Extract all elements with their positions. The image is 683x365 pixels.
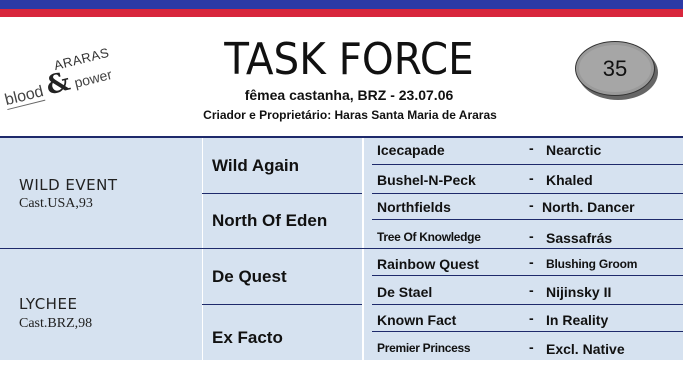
- relation-dash: -: [529, 228, 534, 244]
- paternal-granddam: North Of Eden: [212, 211, 328, 230]
- table-middle-rule: [0, 248, 683, 249]
- horse-title: TASK FORCE: [224, 34, 474, 85]
- great-grandparent: Tree Of Knowledge: [377, 230, 481, 244]
- great-great-grandparent: In Reality: [546, 312, 609, 328]
- paternal-grandsire: Wild Again: [212, 156, 300, 175]
- great-great-grandparent: Khaled: [546, 172, 593, 188]
- relation-dash: -: [529, 140, 534, 156]
- lot-number: 35: [579, 45, 651, 92]
- breeder-line: Criador e Proprietário: Haras Santa Maria de Araras: [203, 108, 497, 122]
- great-grandparent: Known Fact: [377, 312, 457, 328]
- sire-info: Cast.USA,93: [19, 196, 93, 211]
- divider: [372, 164, 683, 165]
- great-grandparent: Rainbow Quest: [377, 256, 479, 272]
- logo-word-right: power: [72, 66, 114, 91]
- great-great-grandparent: Nijinsky II: [546, 284, 612, 300]
- logo-word-left: blood: [3, 83, 46, 110]
- relation-dash: -: [529, 282, 534, 298]
- dam-info: Cast.BRZ,98: [19, 316, 93, 331]
- great-great-grandparent: Sassafrás: [546, 230, 613, 246]
- divider: [202, 304, 362, 305]
- sire-name: WILD EVENT: [19, 176, 118, 194]
- divider: [372, 304, 683, 305]
- great-grandparent: De Stael: [377, 284, 433, 300]
- top-blue-band: [0, 0, 683, 9]
- relation-dash: -: [529, 310, 534, 326]
- dam-name: LYCHEE: [19, 295, 78, 313]
- maternal-grandsire: De Quest: [212, 267, 287, 286]
- relation-dash: -: [529, 197, 534, 213]
- logo-ampersand: &: [43, 66, 74, 102]
- relation-dash: -: [529, 339, 534, 355]
- great-grandparent: Bushel-N-Peck: [377, 172, 476, 188]
- table-top-rule: [0, 136, 683, 138]
- great-great-grandparent: Blushing Groom: [546, 257, 638, 271]
- great-grandparent: Premier Princess: [377, 341, 471, 355]
- divider: [372, 275, 683, 276]
- divider: [372, 193, 683, 194]
- great-grandparent: Icecapade: [377, 142, 445, 158]
- lot-number-badge: [575, 41, 655, 96]
- great-grandparent: Northfields: [377, 199, 451, 215]
- relation-dash: -: [529, 254, 534, 270]
- great-great-grandparent: Nearctic: [546, 142, 602, 158]
- great-great-grandparent: North. Dancer: [542, 199, 635, 215]
- horse-subtitle: fêmea castanha, BRZ - 23.07.06: [244, 87, 454, 103]
- divider: [372, 331, 683, 332]
- top-red-band: [0, 9, 683, 17]
- relation-dash: -: [529, 170, 534, 186]
- maternal-granddam: Ex Facto: [212, 328, 283, 347]
- divider: [202, 193, 362, 194]
- logo-top-word: ARARAS: [52, 44, 111, 73]
- divider: [372, 219, 683, 220]
- great-great-grandparent: Excl. Native: [546, 341, 625, 357]
